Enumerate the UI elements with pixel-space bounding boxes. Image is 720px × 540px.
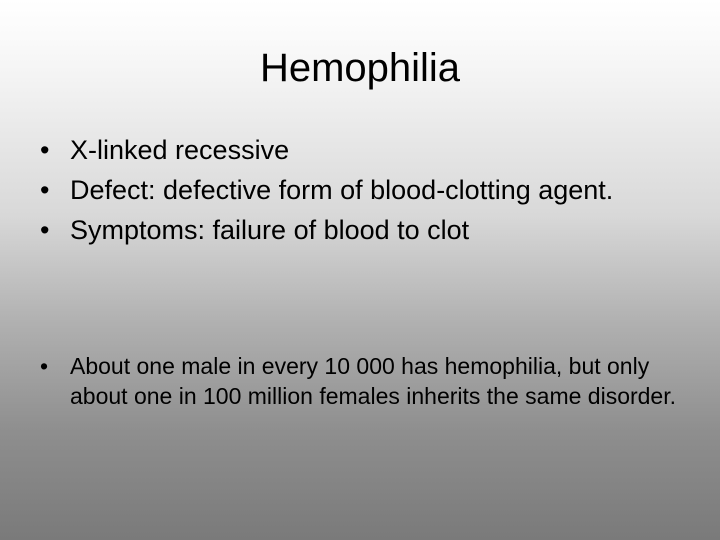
bullet-item: [40, 351, 700, 411]
bullet-icon: •: [40, 215, 50, 245]
secondary-bullet-list: [40, 351, 700, 411]
bullet-item: [40, 174, 700, 207]
bullet-text: Symptoms: failure of blood to clot: [70, 215, 470, 245]
bullet-icon: •: [40, 135, 50, 165]
bullet-item: [40, 134, 700, 167]
bullet-item: [40, 214, 700, 247]
slide-title: Hemophilia: [259, 46, 461, 90]
bullet-text: About one male in every 10 000 has hemophilia, but only about one in 100 million females inherits the same disorder.: [70, 353, 677, 409]
bullet-text: X-linked recessive: [70, 135, 290, 165]
bullet-icon: •: [40, 175, 50, 205]
bullet-icon: •: [40, 353, 49, 379]
bullet-list: [40, 134, 700, 254]
bullet-text: Defect: defective form of blood-clotting agent.: [70, 175, 614, 205]
